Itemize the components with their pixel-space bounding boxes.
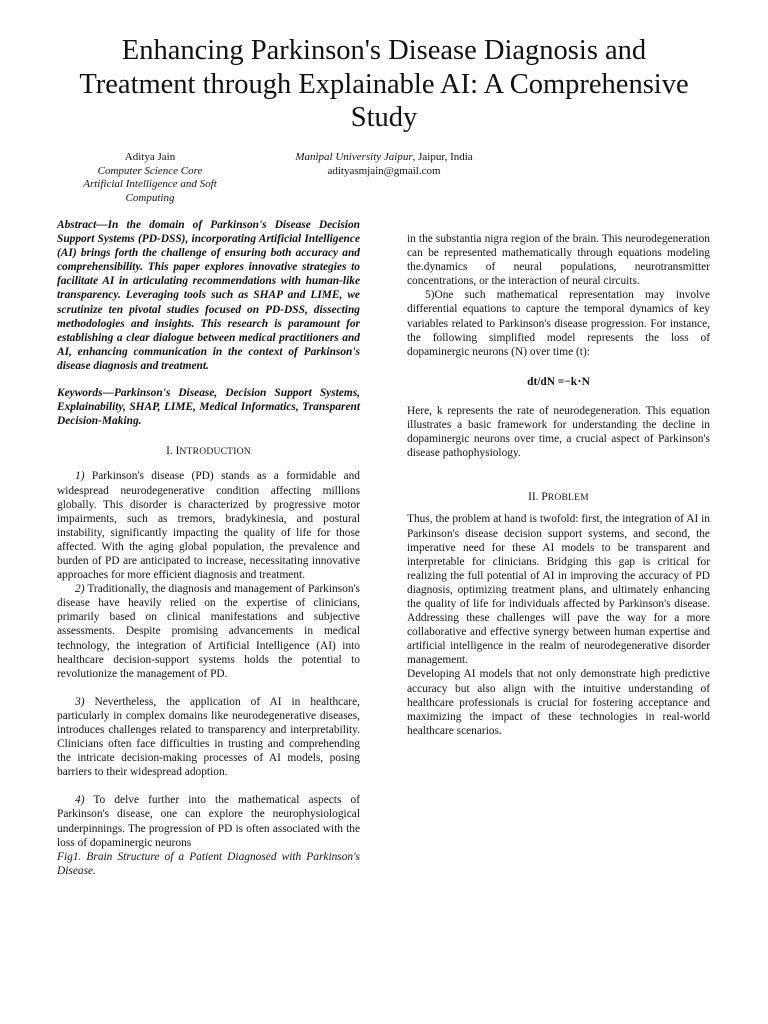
affiliation-location: , Jaipur, India [412, 151, 473, 163]
paragraph-number: 2) [75, 583, 85, 596]
figure-caption: Fig1. Brain Structure of a Patient Diagnosed with Parkinson's Disease. [57, 850, 360, 877]
author-affiliation [293, 151, 475, 165]
intro-paragraph-3 [57, 695, 360, 780]
section-title-rest: NTRODUCTION [179, 446, 251, 458]
right-column [407, 232, 710, 738]
intro-paragraph-4 [57, 793, 360, 849]
paper-title: Enhancing Parkinson's Disease Diagnosis and Treatment through Explainable AI: A Comprehensive Study [79, 35, 689, 133]
equation-explanation: Here, k represents the rate of neurodegeneration. This equation illustrates a basic framework for understanding the decline in dopaminergic neurons over time, a crucial aspect of Parkinson's disease pathophysiology. [407, 404, 710, 460]
problem-paragraph-2: Developing AI models that not only demonstrate high predictive accuracy but also align with the intuitive understanding of healthcare professionals is crucial for fostering acceptance and maximizing the impact of these technologies in real-world healthcare scenarios. [407, 668, 710, 737]
problem-paragraph-1: Thus, the problem at hand is twofold: first, the integration of AI in Parkinson's disease decision support systems, and second, the imperative need for these AI models to be transparent and interpretable for clinicians. Bridging this gap is critical for realizing the full potential of AI in improving the accuracy of PD diagnosis, optimizing treatment plans, and ultimately enhancing the quality of life for individuals affected by Parkinson's disease. Addressing these challenges will pave the way for a more collaborative and effective synergy between human expertise and artificial intelligence in the realm of neurodegenerative disorder management. [407, 513, 710, 667]
author-name: Aditya Jain [124, 151, 176, 163]
continued-paragraph: in the substantia nigra region of the brain. This neurodegeneration can be represented mathematically through equations modeling the.dynamics of neural populations, neurotransmitter concentrations, or the interaction of neural circuits. [407, 233, 710, 288]
author-block-left [64, 151, 236, 205]
intro-paragraph-1 [57, 469, 360, 582]
paragraph-number: 4) [75, 794, 85, 807]
author-department: Computer Science Core [97, 164, 203, 177]
section-title-rest: ROBLEM [547, 492, 589, 504]
section-heading-problem [407, 490, 710, 505]
paragraph-5: 5)One such mathematical representation may involve differential equations to capture the temporal dynamics of key variables related to Parkinson's disease progression. For instance, the following simplified model represents the loss of dopaminergic neurons (N) over time (t): [407, 289, 710, 358]
section-numeral: II. [528, 491, 539, 504]
section-first-letter: I [175, 445, 180, 458]
left-column [57, 218, 360, 878]
section-first-letter: P [541, 491, 548, 504]
paragraph-text: Parkinson's disease (PD) stands as a formidable and widespread neurodegenerative condition affecting millions globally. This disorder is characterized by progressive motor impairments, such as tremors, bradykinesia, and postural instability, significantly impacting the quality of life for those affected. With the aging global population, the prevalence and burden of PD are anticipated to increase, necessitating innovative approaches for more efficient diagnosis and treatment. [57, 470, 360, 582]
intro-paragraph-2 [57, 582, 360, 681]
paragraph-number: 3) [75, 695, 85, 708]
section-heading-introduction [57, 444, 360, 459]
author-block-right [293, 151, 475, 178]
section-numeral: I. [166, 445, 173, 458]
equation: dt/dN =−k⋅N [527, 375, 590, 388]
paragraph-text: To delve further into the mathematical aspects of Parkinson's disease, one can explore the neurophysiological underpinnings. The progression of PD is often associated with the loss of dopaminergic neurons [57, 794, 360, 849]
abstract: Abstract—In the domain of Parkinson's Disease Decision Support Systems (PD-DSS), incorporating Artificial Intelligence (AI) brings forth the challenge of ensuring both accuracy and comprehensibility. This paper explores innovative strategies to facilitate AI in articulating recommendations with human-like transparency. Leveraging tools such as SHAP and LIME, we scrutinize ten pivotal studies focused on PD-DSS, dissecting methodologies and insights. This research is paramount for establishing a clear dialogue between medical practitioners and AI, enhancing communication in the context of Parkinson's disease diagnosis and treatment. [57, 219, 360, 372]
keywords: Keywords—Parkinson's Disease, Decision Support Systems, Explainability, SHAP, LIME, Medical Informatics, Transparent Decision-Making. [57, 387, 360, 428]
paragraph-text: Nevertheless, the application of AI in healthcare, particularly in complex domains like neurodegenerative diseases, introduces challenges related to transparency and interpretability. Clinicians often face difficulties in trusting and comprehending the intricate decision-making processes of AI models, posing barriers to their widespread adoption. [57, 695, 360, 779]
affiliation-university: Manipal University Jaipur [295, 151, 413, 163]
author-specialization: Artificial Intelligence and Soft Computing [83, 178, 217, 204]
paragraph-text: Traditionally, the diagnosis and management of Parkinson's disease have heavily relied on the expertise of clinicians, primarily based on clinical manifestations and subjective assessments. Despite promising advancements in medical technology, the integration of Artificial Intelligence (AI) into healthcare decision-support systems holds the potential to revolutionize the management of PD. [57, 583, 360, 680]
paragraph-number: 1) [75, 470, 85, 483]
author-email: adityasmjain@gmail.com [327, 164, 441, 177]
